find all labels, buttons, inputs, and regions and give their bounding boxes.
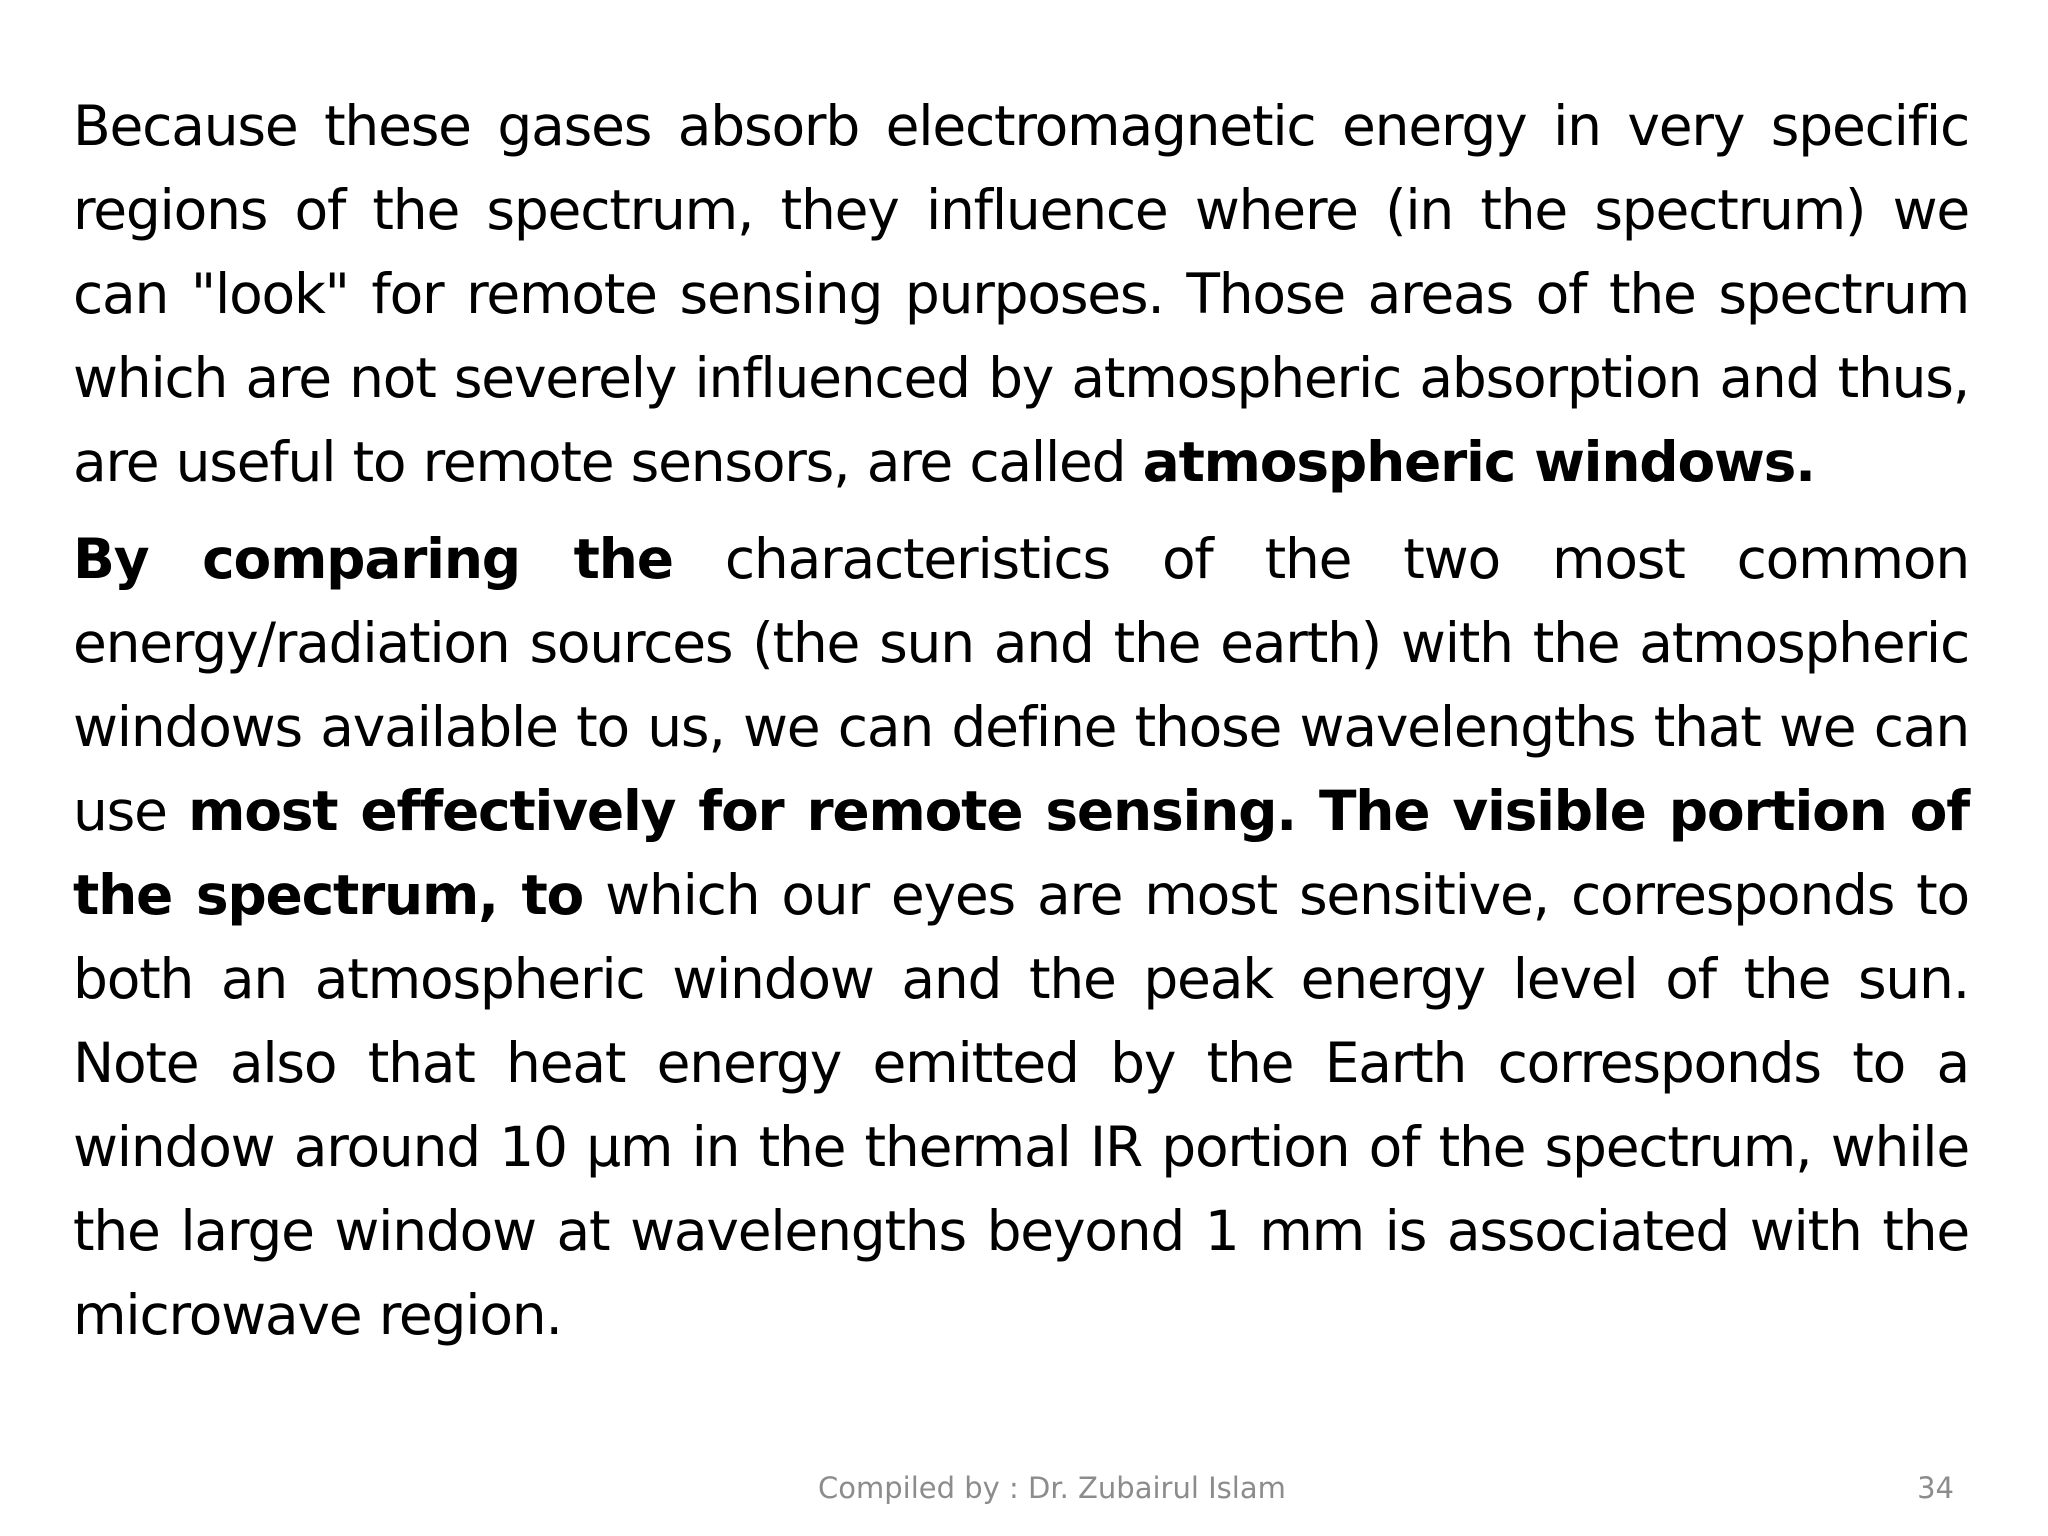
paragraph-2-text-b: which our eyes are most sensitive, corresponds to both an atmospheric window and the peak energy level of the sun. Note also that heat energy emitted by the Earth corresponds to a window around 10 µm in the thermal IR portion of the spectrum, while the large window at wavelengths beyond 1 mm is associated with the microwave region. [73, 863, 1969, 1347]
slide-page-number: 34 [1917, 1471, 1954, 1505]
bold-term-atmospheric-windows: atmospheric windows. [1142, 430, 1815, 494]
paragraph-remote-sensing-wavelengths [73, 517, 1969, 1357]
paragraph-atmospheric-windows [73, 84, 1969, 504]
footer-credit: Compiled by : Dr. Zubairul Islam [818, 1471, 1286, 1505]
bold-emphasis-text: most effectively for remote sensing. The visible portion of the spectrum, to [73, 779, 1969, 927]
paragraph-1-text: Because these gases absorb electromagnetic energy in very specific regions of the spectrum, they influence where (in the spectrum) we can "look" for remote sensing purposes. Those areas of the spectrum which are not severely influenced by atmospheric absorption and thus, are useful to remote sensors, are called [73, 94, 1969, 494]
paragraph-2-text-a: characteristics of the two most common energy/radiation sources (the sun and the earth) with the atmospheric windows available to us, we can define those wavelengths that we can use [73, 527, 1969, 843]
slide-body [73, 84, 1969, 1357]
bold-lead-text: By comparing the [73, 527, 673, 591]
